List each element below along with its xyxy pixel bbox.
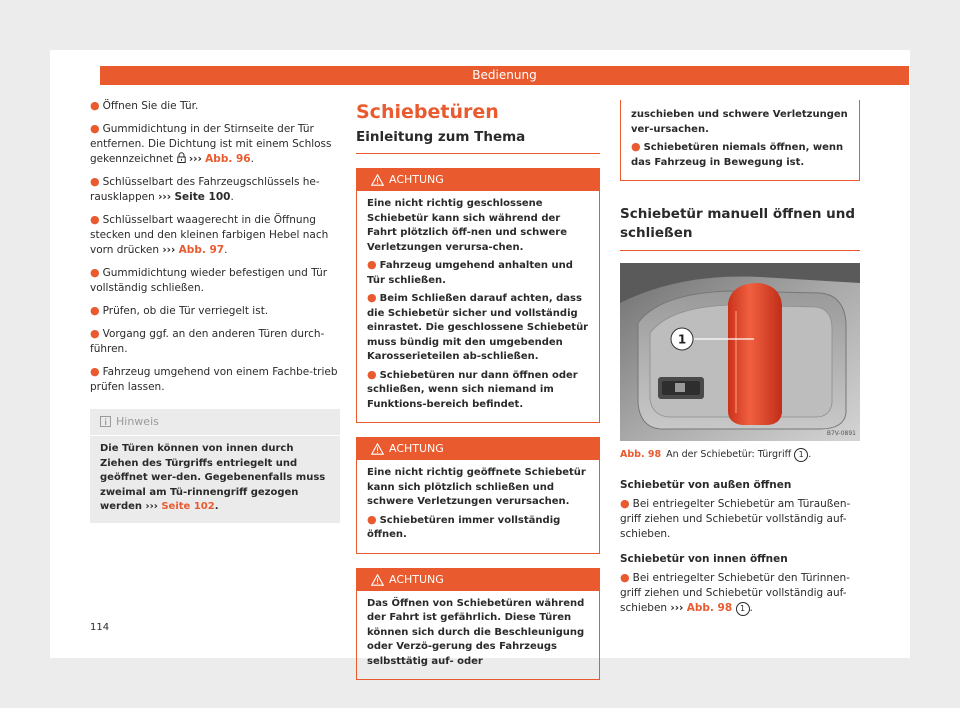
warning-bullet: ● Schiebetüren nur dann öffnen oder schließen, wenn sich niemand im Funktions-bereich befindet. xyxy=(367,367,578,410)
info-icon xyxy=(100,416,111,427)
step-item: ● Fahrzeug umgehend von einem Fachbe-trieb prüfen lassen. xyxy=(90,365,338,393)
ref-arrow: ››› xyxy=(188,153,202,165)
warning-triangle-icon xyxy=(371,574,384,586)
bullet-icon: ● xyxy=(367,367,377,381)
step-item: ● Prüfen, ob die Tür verriegelt ist. xyxy=(90,304,269,317)
step-item: ● Gummidichtung wieder befestigen und Tür vollständig schließen. xyxy=(90,266,328,294)
bullet-icon: ● xyxy=(90,365,100,378)
figure-callout-1: 1 xyxy=(677,332,687,347)
warning-text: Eine nicht richtig geschlossene Schiebetür kann sich während der Fahrt plötzlich öff-nen und schwere Verletzungen verursa-chen. ● Fahrzeug umgehend anhalten und Tür schließen. ● Beim Schließen darauf achten, dass die Schiebetür sicher und vollständig einrastet. Die geschlossene Schiebetür muss bündig mit den umgebenden Karosserieteilen ab-schließen. ● Schiebetüren nur dann öffnen oder schließen, wenn sich niemand im Funktions-bereich befindet. xyxy=(357,191,599,422)
door-handle-illustration xyxy=(620,263,860,441)
bullet-icon: ● xyxy=(367,258,377,271)
warning-bullet: ● Schiebetüren niemals öffnen, wenn das Fahrzeug in Bewegung ist. xyxy=(631,140,844,168)
callout-number: 1 xyxy=(736,602,750,616)
warning-box xyxy=(356,568,600,681)
bullet-icon: ● xyxy=(90,327,100,340)
page-title: Schiebetüren xyxy=(356,101,499,123)
warning-triangle-icon xyxy=(371,443,384,455)
section-heading: Schiebetür manuell öffnen und schließen xyxy=(620,205,860,251)
step-item: ● Öffnen Sie die Tür. xyxy=(90,99,199,112)
note-text: Die Türen können von innen durch Ziehen des Türgriffs entriegelt und geöffnet wer-den. Gegebenenfalls muss zweimal am Tü-rinnengriff gezogen werden ››› Seite 102. xyxy=(100,443,326,512)
warning-text: Das Öffnen von Schiebetüren während der Fahrt ist gefährlich. Diese Türen können sich durch die Beschleunigung oder Verzö-gerung des Fahrzeugs selbsttätig auf- oder xyxy=(367,597,585,667)
ref-link-page102[interactable]: Seite 102 xyxy=(161,501,215,512)
bullet-icon: ● xyxy=(367,512,377,526)
subsection-heading: Schiebetür von innen öffnen xyxy=(620,553,788,565)
warning-header: ACHTUNG xyxy=(357,169,599,191)
column-middle xyxy=(356,100,600,680)
note-box xyxy=(90,409,340,523)
door-handle-figure xyxy=(620,263,860,441)
ref-link-abb96[interactable]: Abb. 96 xyxy=(205,153,251,165)
subsection-heading: Schiebetür von außen öffnen xyxy=(620,479,792,491)
instruction-item: ● Bei entriegelter Schiebetür den Türinnen-griff ziehen und Schiebetür vollständig auf-schieben ››› Abb. 98 1 . xyxy=(620,571,850,614)
warning-bullet: ● Schiebetüren immer vollständig öffnen. xyxy=(367,512,561,540)
ref-link-page100[interactable]: Seite 100 xyxy=(174,191,231,203)
step-item: ● Schlüsselbart waagerecht in die Öffnung stecken und den kleinen farbigen Hebel nach vorn drücken ››› Abb. 97. xyxy=(90,213,329,256)
ref-arrow: ››› xyxy=(158,191,172,203)
warning-header: ACHTUNG xyxy=(357,569,599,591)
bullet-icon: ● xyxy=(90,266,100,279)
warning-box xyxy=(356,168,600,423)
bullet-icon: ● xyxy=(90,122,100,135)
note-header: Hinweis xyxy=(90,409,340,436)
warning-box-continued xyxy=(620,100,860,181)
ref-arrow: ››› xyxy=(670,602,684,614)
ref-arrow: ››› xyxy=(162,244,176,256)
section-header: Bedienung xyxy=(100,66,909,85)
bullet-icon: ● xyxy=(620,571,630,584)
ref-link-abb97[interactable]: Abb. 97 xyxy=(178,244,225,256)
warning-box xyxy=(356,437,600,554)
warning-text: Eine nicht richtig geöffnete Schiebetür kann sich plötzlich schließen und schwere Verletzungen verursachen. ● Schiebetüren immer vollständig öffnen. xyxy=(357,460,599,553)
warning-bullet: ● Fahrzeug umgehend anhalten und Tür schließen. xyxy=(367,258,573,286)
bullet-icon: ● xyxy=(90,175,100,188)
figure-code: B7V-0891 xyxy=(826,430,856,437)
bullet-icon: ● xyxy=(620,497,630,510)
column-left xyxy=(90,98,340,523)
warning-header: ACHTUNG xyxy=(357,438,599,460)
bullet-icon: ● xyxy=(90,304,100,317)
warning-bullet: ● Beim Schließen darauf achten, dass die Schiebetür sicher und vollständig einrastet. Die geschlossene Schiebetür muss bündig mit den umgebenden Karosserieteilen ab-schließen. xyxy=(367,291,589,362)
column-right xyxy=(620,100,860,623)
bullet-icon: ● xyxy=(90,213,100,226)
step-item: ● Vorgang ggf. an den anderen Türen durch-führen. xyxy=(90,327,325,355)
subtitle: Einleitung zum Thema xyxy=(356,128,600,154)
ref-arrow: ››› xyxy=(145,501,158,512)
manual-page xyxy=(50,50,910,667)
bullet-icon: ● xyxy=(631,140,641,153)
warning-text: zuschieben und schwere Verletzungen ver-ursachen. ● Schiebetüren niemals öffnen, wenn das Fahrzeug in Bewegung ist. xyxy=(621,100,859,180)
warning-triangle-icon xyxy=(371,174,384,186)
instruction-item: ● Bei entriegelter Schiebetür am Türaußen-griff ziehen und Schiebetür vollständig auf-schieben. xyxy=(620,497,851,540)
bullet-icon: ● xyxy=(90,99,100,112)
lock-icon xyxy=(177,152,186,163)
step-item: ● Schlüsselbart des Fahrzeugschlüssels he-rausklappen ››› Seite 100. xyxy=(90,175,320,203)
bullet-icon: ● xyxy=(367,291,377,304)
callout-number: 1 xyxy=(794,448,808,462)
step-item: ● Gummidichtung in der Stirnseite der Tür entfernen. Die Dichtung ist mit einem Schloss gekennzeichnet ››› Abb. 96. xyxy=(90,122,332,165)
ref-link-abb98[interactable]: Abb. 98 xyxy=(686,602,733,614)
page-number: 114 xyxy=(90,622,110,633)
figure-caption: Abb. 98 An der Schiebetür: Türgriff 1 . xyxy=(620,449,812,460)
